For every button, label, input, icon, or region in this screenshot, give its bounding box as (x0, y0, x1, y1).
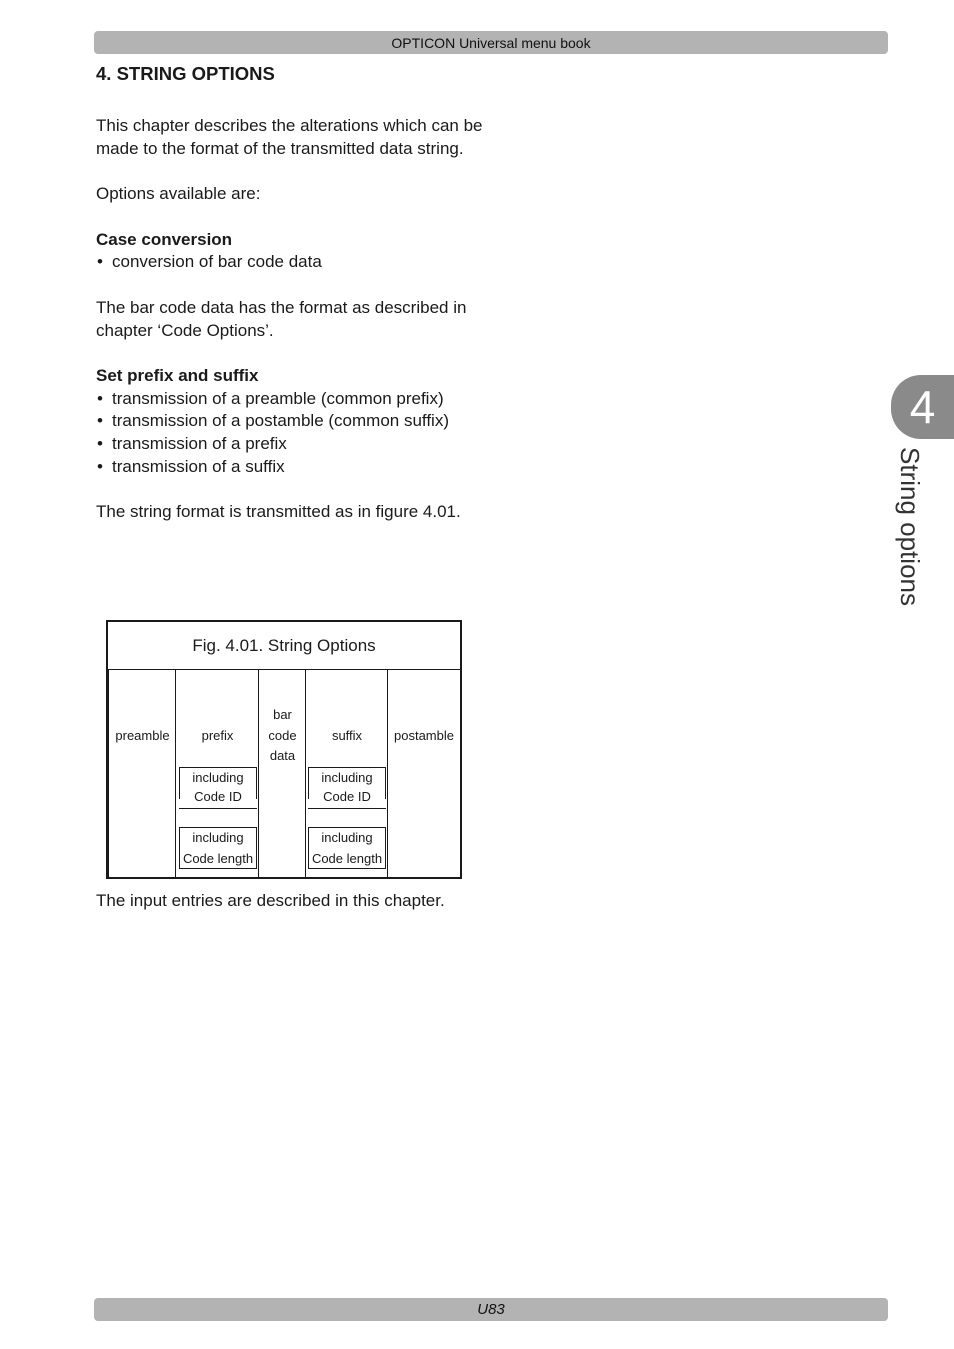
including-label: including (321, 830, 373, 845)
prefix-suffix-list (96, 388, 486, 478)
including-label: including (321, 770, 373, 785)
code-length-label: Code length (182, 850, 254, 866)
list-item: • transmission of a prefix (96, 433, 486, 456)
page-number: U83 (477, 1301, 505, 1318)
including-code-length-box (308, 827, 386, 869)
format-note: The string format is transmitted as in figure 4.01. (96, 502, 461, 522)
code-id-label: Code ID (179, 787, 257, 809)
column-label: data (269, 748, 296, 763)
code-id-label: Code ID (308, 787, 386, 809)
chapter-heading: 4. STRING OPTIONS (96, 63, 275, 84)
code-length-label: Code length (311, 850, 383, 866)
including-label: including (192, 830, 244, 845)
page-content (96, 62, 486, 547)
options-intro: Options available are: (96, 184, 261, 204)
column-bar-code-data (258, 670, 306, 877)
column-label: bar (273, 707, 292, 722)
case-conversion-note: The bar code data has the format as described in chapter ‘Code Options’. (96, 297, 467, 340)
chapter-tab (891, 375, 954, 439)
closing-paragraph: The input entries are described in this chapter. (96, 891, 445, 910)
prefix-suffix-title: Set prefix and suffix (96, 366, 259, 386)
chapter-number: 4 (909, 381, 936, 433)
column-label: postamble (394, 728, 454, 743)
figure-caption: Fig. 4.01. String Options (108, 622, 460, 670)
chapter-tab-label: String options (895, 447, 925, 606)
page-header (94, 31, 888, 54)
column-suffix (305, 670, 388, 877)
column-postamble (387, 670, 460, 877)
list-item: • conversion of bar code data (96, 251, 486, 274)
page-footer (94, 1298, 888, 1321)
case-conversion-title: Case conversion (96, 229, 233, 249)
column-prefix (175, 670, 259, 877)
column-label: suffix (331, 728, 363, 743)
intro-paragraph: This chapter describes the alterations which can be made to the format of the transmitted data string. (96, 116, 483, 158)
column-label: preamble (115, 728, 170, 743)
list-item: • transmission of a suffix (96, 456, 486, 479)
case-conversion-list (96, 251, 486, 274)
list-item: • transmission of a postamble (common suffix) (96, 410, 486, 433)
list-item: • transmission of a preamble (common prefix) (96, 388, 486, 411)
header-title: OPTICON Universal menu book (391, 34, 591, 51)
string-options-figure (106, 620, 462, 879)
column-label: code (268, 728, 297, 743)
column-label: prefix (201, 728, 234, 743)
column-preamble (108, 670, 176, 877)
including-label: including (192, 770, 244, 785)
including-code-length-box (179, 827, 257, 869)
